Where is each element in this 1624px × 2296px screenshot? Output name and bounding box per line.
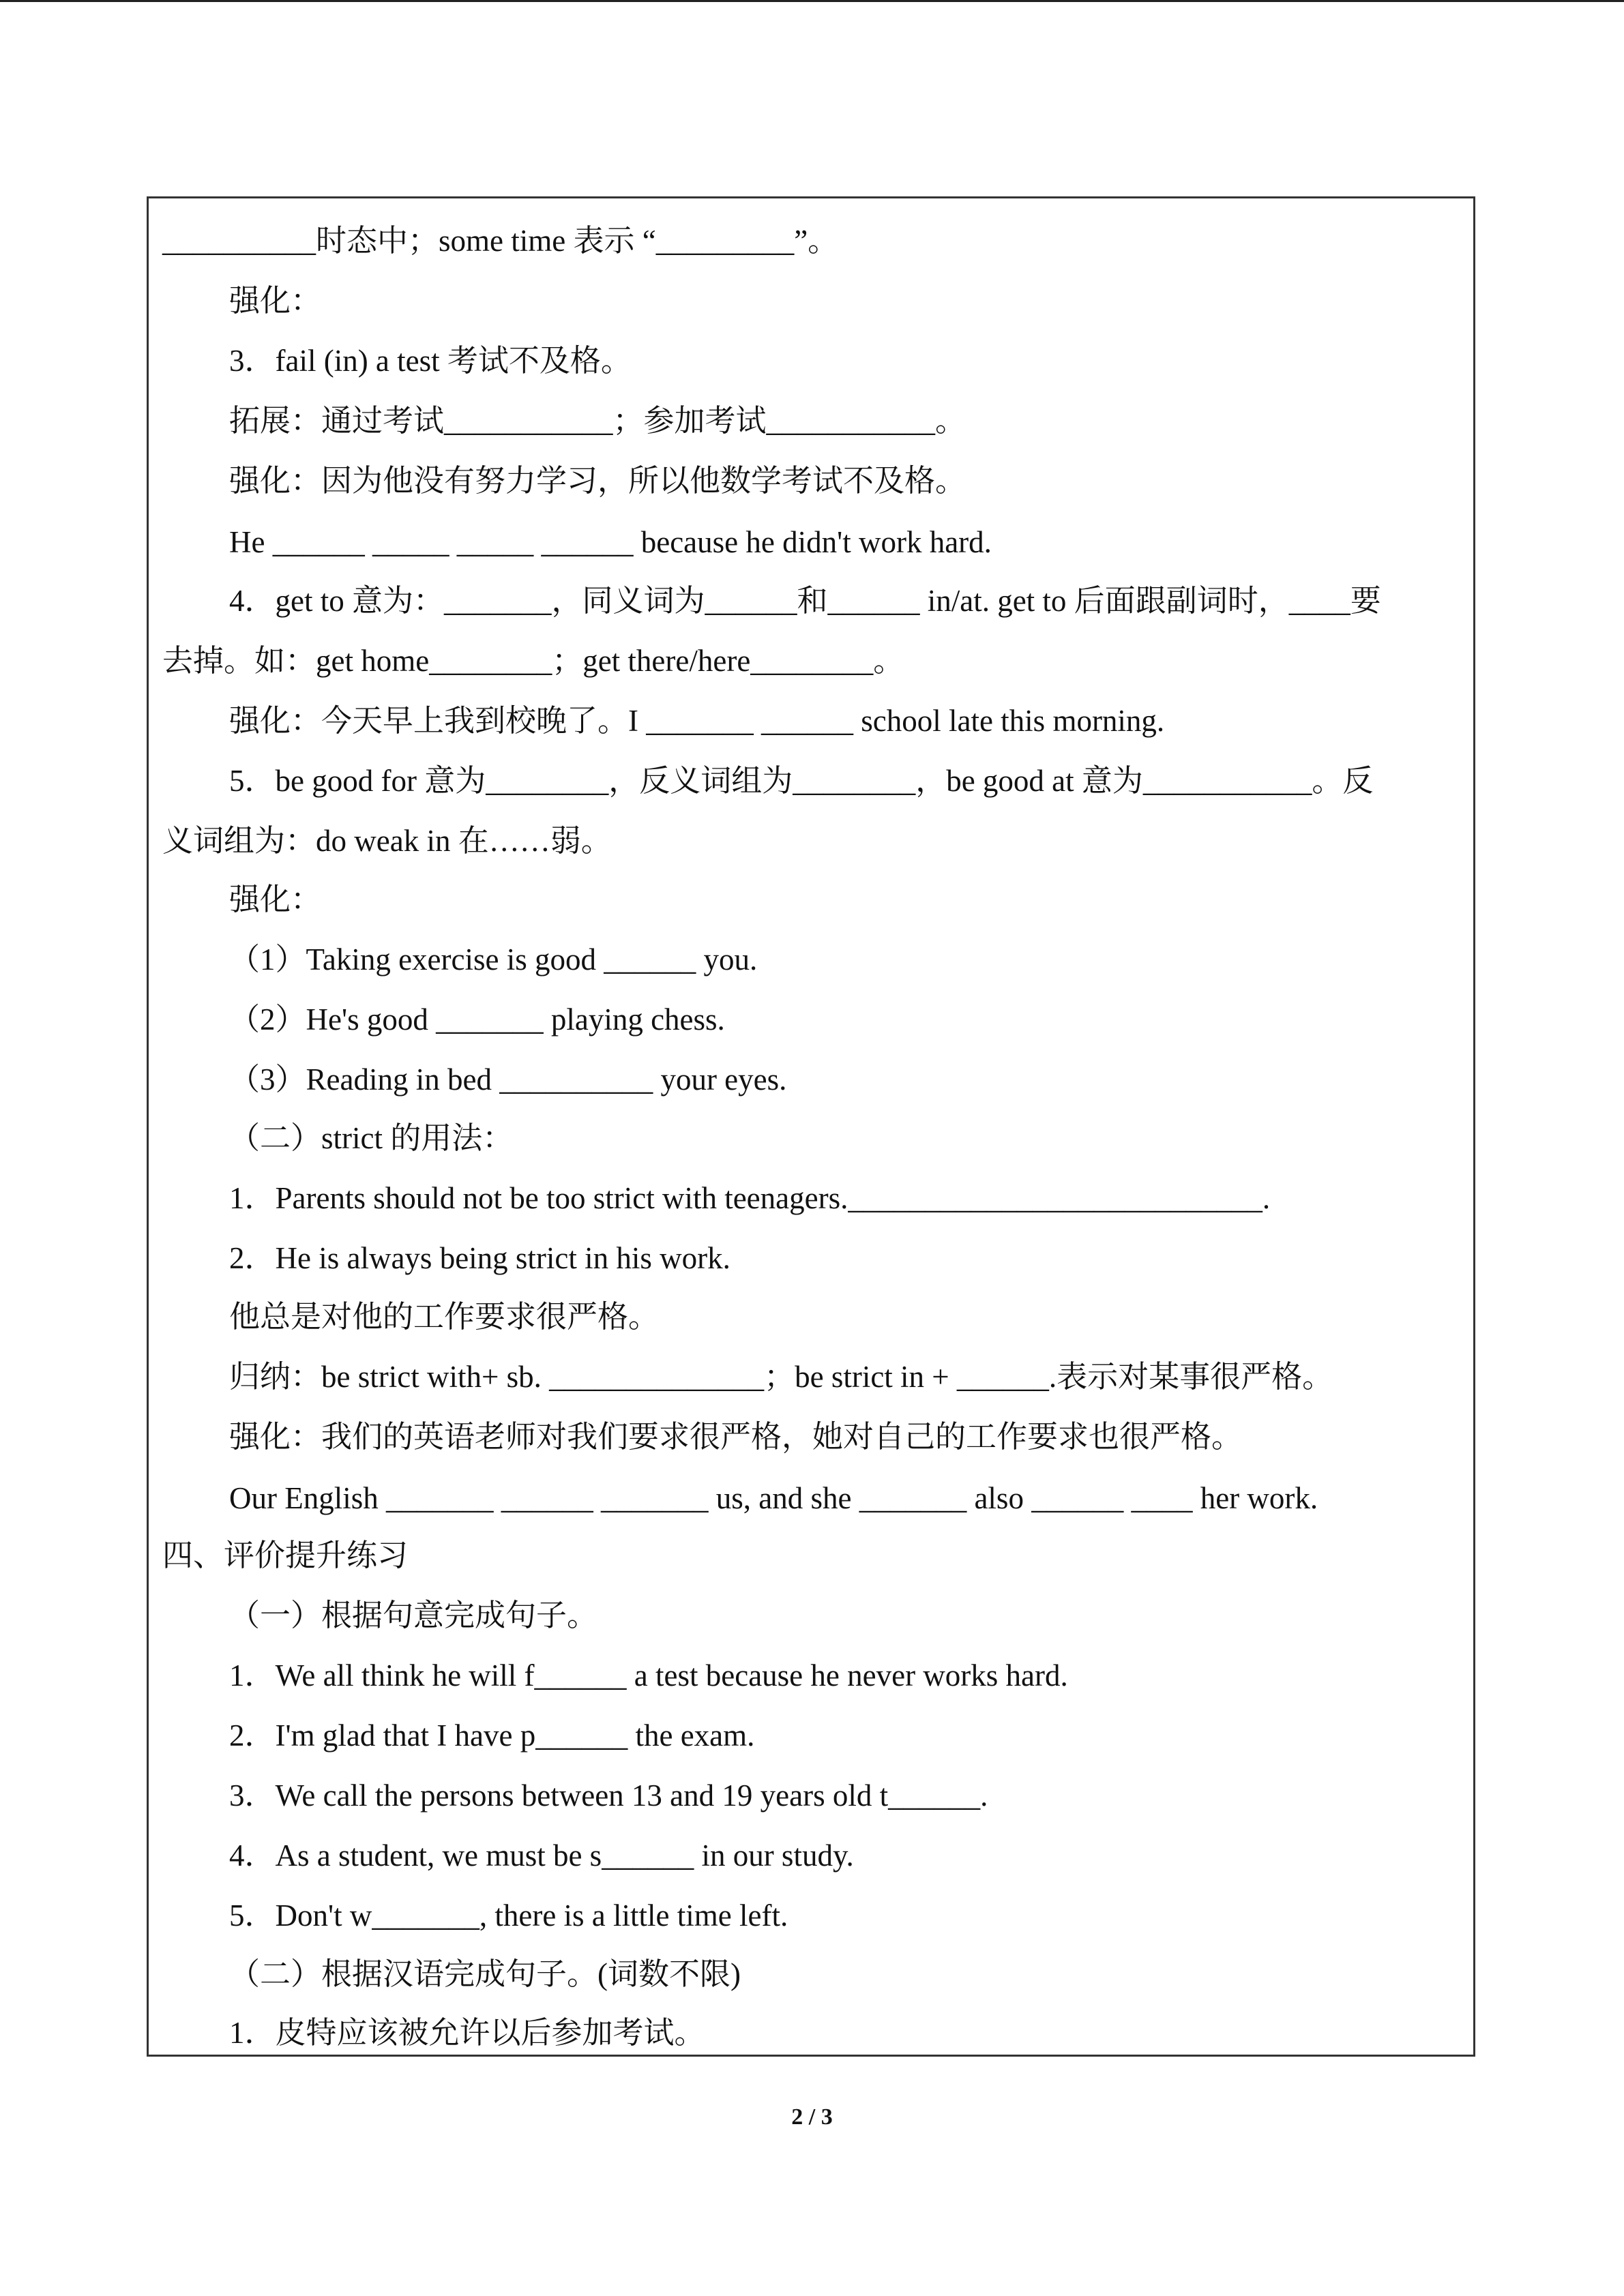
content-frame (147, 196, 1475, 2057)
text-line: （一）根据句意完成句子。 (229, 1598, 598, 1632)
text-line: 强化：今天早上我到校晚了。I _______ ______ school late this morning. (229, 704, 1165, 738)
text-line: 1．Parents should not be too strict with teenagers.___________________________. (229, 1181, 1271, 1215)
text-line: （3）Reading in bed __________ your eyes. (229, 1062, 787, 1097)
text-line: 义词组为：do weak in 在……弱。 (162, 824, 612, 858)
text-line: 2．I'm glad that I have p______ the exam. (229, 1718, 755, 1753)
page-top-border (0, 0, 1624, 2)
text-line: 4．get to 意为：_______，同义词为______和______ in/at. get to 后面跟副词时，____要 (229, 584, 1381, 618)
text-line: 4．As a student, we must be s______ in our study. (229, 1838, 854, 1873)
text-line: 1．皮特应该被允许以后参加考试。 (229, 2016, 705, 2050)
text-line: （二）根据汉语完成句子。(词数不限) (229, 1957, 741, 1991)
text-line: （二）strict 的用法： (229, 1121, 514, 1155)
page-number: 2 / 3 (791, 2104, 833, 2130)
text-line: （1）Taking exercise is good ______ you. (229, 942, 758, 976)
text-line: 归纳：be strict with+ sb. ______________；be strict in + ______.表示对某事很严格。 (229, 1360, 1333, 1394)
text-line: （2）He's good _______ playing chess. (229, 1002, 725, 1037)
text-line: Our English _______ ______ _______ us, and she _______ also ______ ____ her work. (229, 1481, 1318, 1515)
text-line: 5．be good for 意为________，反义词组为________，be good at 意为___________。反 (229, 764, 1374, 798)
text-line: 强化： (229, 284, 322, 318)
section-heading: 四、评价提升练习 (162, 1538, 409, 1572)
text-line: 3．fail (in) a test 考试不及格。 (229, 344, 632, 378)
text-line: __________时态中；some time 表示 “_________”。 (162, 224, 839, 258)
text-line: 5．Don't w_______, there is a little time left. (229, 1898, 788, 1933)
text-line: 强化：因为他没有努力学习，所以他数学考试不及格。 (229, 464, 966, 498)
text-line: 强化：我们的英语老师对我们要求很严格，她对自己的工作要求也很严格。 (229, 1420, 1243, 1454)
text-line: He ______ _____ _____ ______ because he didn't work hard. (229, 525, 992, 559)
text-line: 拓展：通过考试___________；参加考试___________。 (229, 404, 966, 438)
text-line: 强化： (229, 882, 322, 916)
text-line: 3．We call the persons between 13 and 19 years old t______. (229, 1778, 988, 1813)
text-line: 2．He is always being strict in his work. (229, 1241, 730, 1275)
text-line: 他总是对他的工作要求很严格。 (229, 1300, 660, 1334)
text-line: 去掉。如：get home________；get there/here________。 (162, 644, 904, 678)
text-line: 1．We all think he will f______ a test because he never works hard. (229, 1658, 1068, 1693)
